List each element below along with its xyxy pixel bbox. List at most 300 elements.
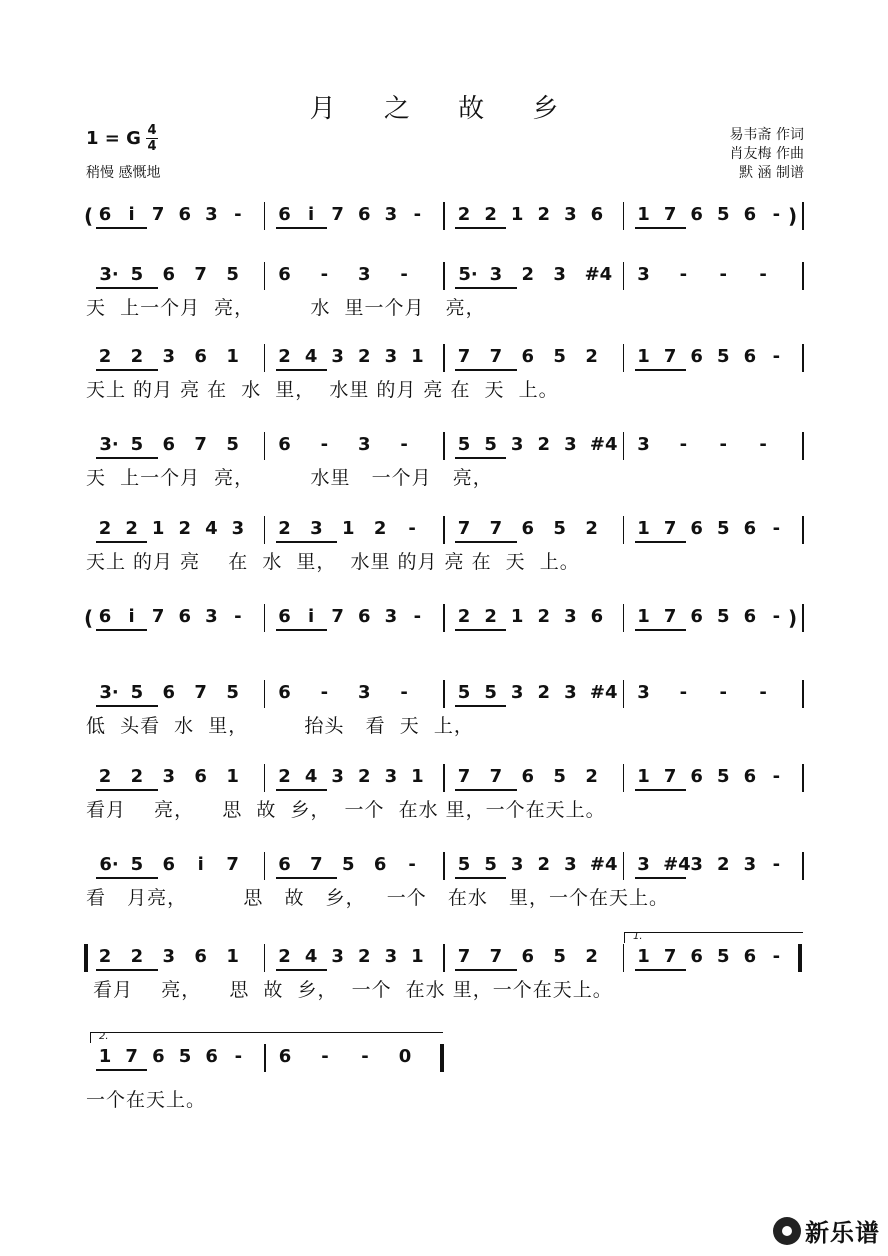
note: 5 [130,264,144,285]
note: 1 [637,518,650,539]
note: 7 [489,518,503,539]
note: 7 [663,518,677,539]
note: 1 [510,204,524,225]
bar-line [623,344,625,372]
note: 6 [521,346,535,367]
note: 3 [510,434,524,455]
note: 3 [384,766,398,787]
note: 2 [373,518,387,539]
note: 3 [384,346,398,367]
staff-row [84,760,808,794]
staff-row [84,258,808,292]
beam-underline [276,789,327,791]
time-signature [146,124,158,153]
note: 6 [178,606,192,627]
logo-text: 新乐谱 [805,1219,880,1247]
note: - [719,682,727,703]
note: 3 [231,518,245,539]
note: 7 [663,346,677,367]
note: 7 [194,264,207,285]
volta-1 [624,932,803,943]
note: 3 [510,682,524,703]
note: 5 [226,682,239,703]
bar-line [264,604,266,632]
note: 7 [663,766,677,787]
note: 6 [98,204,112,225]
note: 6 [162,854,176,875]
note: 1 [342,518,355,539]
note: 1 [637,766,650,787]
note: 7 [331,204,344,225]
note: 3 [205,606,218,627]
note: 3 [510,854,524,875]
staff-row [84,940,808,974]
note: - [772,854,781,875]
note: 1 [226,766,239,787]
note: 7 [457,946,471,967]
note: 3 [357,434,371,455]
note: 0 [398,1046,412,1067]
note: 2 [585,346,598,367]
credits [730,126,804,183]
note: i [307,204,315,225]
bar-line [264,516,266,544]
note: 4 [304,346,318,367]
note: 5 [553,766,566,787]
beam-underline [276,629,327,631]
bar-line [443,344,445,372]
note: 6 [690,346,703,367]
note: 1 [637,946,650,967]
note: 3 [690,854,703,875]
note: 3 [564,682,577,703]
staff-row [84,340,808,374]
note: 3 [162,766,176,787]
note: 7 [310,854,323,875]
note: 3 [564,204,577,225]
note: 1 [226,946,239,967]
beam-underline [455,877,506,879]
note: 3 [564,854,577,875]
note: 6 [278,1046,292,1067]
note: 3 [384,946,398,967]
note: 2 [130,766,144,787]
note: 6 [690,518,703,539]
bar-line [623,432,625,460]
note: - [759,434,767,455]
volta-2-label: 2. [99,1031,109,1042]
note: 4 [304,946,318,967]
lyric-line: 看月 亮， 思 故 乡， 一个 在水 里，一个在天上。 [86,799,606,821]
beam-underline [96,969,158,971]
note: 7 [489,766,503,787]
note: 3 [162,346,176,367]
note: 6 [162,682,176,703]
bar-line-end [802,344,804,372]
note: - [408,518,416,539]
beam-underline [276,227,327,229]
beam-underline [455,369,517,371]
bar-line-end [802,764,804,792]
note: 7 [489,346,503,367]
note: 6 [743,518,757,539]
note: 1 [637,346,650,367]
note: 6 [178,204,192,225]
note: 2 [278,346,291,367]
beam-underline [455,969,517,971]
staff-row [84,600,808,634]
note: 7 [457,518,471,539]
bar-line-end [802,516,804,544]
beam-underline [96,457,158,459]
note: 7 [457,346,471,367]
bar-line [623,202,625,230]
note: 6 [373,854,387,875]
lyricist-credit: 易韦斋 作词 [729,127,804,143]
note: - [321,1046,329,1067]
note: 6 [743,606,757,627]
beam-underline [455,629,506,631]
note: 3 [384,204,398,225]
beam-underline [635,789,686,791]
note: 6 [743,766,757,787]
note: 3 [310,518,323,539]
note: 2 [98,766,112,787]
note: 1 [637,204,650,225]
note: 2 [98,346,112,367]
note: 2 [484,606,497,627]
note: 6 [521,518,535,539]
meter-top: 4 [147,123,157,138]
note: 2 [357,346,371,367]
note: 6 [690,946,703,967]
beam-underline [276,877,338,879]
bar-line [443,764,445,792]
note: 5 [484,434,497,455]
staff-row [84,1040,808,1074]
note: 2 [457,606,471,627]
note: i [128,606,135,627]
note: 3 [331,346,344,367]
note: 2 [537,606,551,627]
note: 7 [151,606,165,627]
note: - [400,434,408,455]
bar-line-end [802,202,804,230]
volta-2 [90,1032,443,1043]
composer-credit: 肖友梅 作曲 [729,146,804,162]
note: 4 [205,518,218,539]
note: 2 [484,204,497,225]
note: 5 [553,518,566,539]
note: 2 [130,946,144,967]
note: 6 [690,606,703,627]
bar-line [443,432,445,460]
note: 5 [130,682,144,703]
note: 7 [663,204,677,225]
note: #4 [589,682,618,703]
bar-line [264,680,266,708]
note: 5 [457,434,471,455]
note: 6 [194,766,207,787]
note: - [759,264,767,285]
note: 6 [357,606,371,627]
note: 6 [278,434,291,455]
bar-line-end [802,432,804,460]
note: - [719,434,727,455]
note: 2 [278,946,291,967]
note: - [772,346,781,367]
beam-underline [96,369,158,371]
beam-underline [276,541,338,543]
note: 5 [226,264,239,285]
note: 3· [99,682,119,703]
note: 2 [585,946,598,967]
bar-line [264,764,266,792]
paren-open: ( [84,606,94,630]
note: 5 [457,854,471,875]
note: 4 [304,766,318,787]
staff-row [84,676,808,710]
note: 2 [278,766,291,787]
staff-row [84,198,808,232]
note: 3 [331,946,344,967]
note: 5 [716,946,730,967]
beam-underline [96,705,158,707]
note: 6 [194,946,207,967]
beam-underline [96,789,158,791]
bar-line-end [802,262,804,290]
bar-line [264,944,266,972]
beam-underline [455,541,517,543]
note: 3 [743,854,757,875]
bar-line [623,764,625,792]
repeat-start-bar [84,944,88,972]
note: 7 [226,854,239,875]
note: 2 [537,434,551,455]
bar-line [623,680,625,708]
note: 7 [194,434,207,455]
note: 7 [331,606,344,627]
lyric-line: 天上 的月 亮 在 水 里， 水里 的月 亮 在 天 上。 [86,551,580,573]
note: 5 [716,518,730,539]
lyric-line: 一个在天上。 [86,1089,207,1111]
note: 1 [637,606,650,627]
note: 5 [553,946,566,967]
bar-line [623,944,625,972]
note: 3 [553,264,566,285]
note: 6 [743,204,757,225]
beam-underline [455,705,506,707]
note: - [679,682,688,703]
note: 6 [205,1046,218,1067]
note: 7 [457,766,471,787]
note: 2 [716,854,730,875]
note: 5 [226,434,239,455]
final-bar [798,944,802,972]
beam-underline [276,969,327,971]
beam-underline [635,227,686,229]
paren-close: ) [788,204,798,228]
note: 2 [130,346,144,367]
note: 3 [637,854,650,875]
note: 5 [716,766,730,787]
score-title: 月 之 故 乡 [309,94,579,124]
note: - [679,434,688,455]
note: 6 [278,204,291,225]
note: 2 [585,518,598,539]
note: 3 [637,434,650,455]
beam-underline [96,1069,147,1071]
note: 2 [357,766,371,787]
staff-row [84,848,808,882]
note: 5 [457,682,471,703]
bar-line [623,852,625,880]
note: 2 [278,518,291,539]
note: 6 [521,946,535,967]
note: 7 [489,946,503,967]
note: 5 [130,854,144,875]
note: 5 [342,854,355,875]
note: - [234,1046,243,1067]
note: 6 [278,682,291,703]
note: - [719,264,727,285]
note: - [679,264,688,285]
note: 6 [278,606,291,627]
bar-line [443,852,445,880]
note: 6 [590,204,604,225]
note: 3· [99,434,119,455]
note: 3 [205,204,218,225]
note: - [320,682,329,703]
lyric-line: 看月 亮， 思 故 乡， 一个 在水 里，一个在天上。 [86,979,613,1001]
bar-line [443,680,445,708]
vinyl-icon [773,1217,801,1245]
staff-row [84,428,808,462]
note: 6 [278,854,291,875]
note: 6 [162,264,176,285]
note: 3 [384,606,398,627]
bar-line [264,344,266,372]
note: 2 [457,204,471,225]
note: i [197,854,204,875]
bar-line [264,262,266,290]
beam-underline [455,287,517,289]
note: 2 [178,518,192,539]
beam-underline [635,877,686,879]
note: 3 [357,682,371,703]
note: - [772,946,781,967]
bar-line [264,852,266,880]
bar-line [623,604,625,632]
note: #4 [589,854,618,875]
note: 3 [357,264,371,285]
note: 1 [226,346,239,367]
note: - [361,1046,369,1067]
note: 2 [521,264,535,285]
note: 7 [663,606,677,627]
note: - [772,518,781,539]
note: 6 [743,346,757,367]
bar-line [264,202,266,230]
note: 3 [564,606,577,627]
note: #4 [584,264,613,285]
note: 6 [590,606,604,627]
note: i [307,606,315,627]
bar-line [264,432,266,460]
note: 6 [152,1046,165,1067]
note: - [320,434,329,455]
note: 6 [357,204,371,225]
note: 5 [553,346,566,367]
note: 3 [489,264,503,285]
note: 3 [637,264,650,285]
beam-underline [635,969,686,971]
note: - [413,606,422,627]
note: 2 [357,946,371,967]
bar-line-end [802,852,804,880]
note: 1 [411,766,424,787]
note: i [128,204,135,225]
lyric-line: 低 头看 水 里， 抬头 看 天 上， [86,715,474,737]
beam-underline [635,541,686,543]
note: 2 [98,518,112,539]
note: 7 [194,682,207,703]
bar-line-end [802,604,804,632]
note: - [772,204,781,225]
lyric-line: 天 上一个月 亮， 水里 一个月 亮， [86,467,493,489]
note: 5 [484,854,497,875]
note: #4 [589,434,618,455]
beam-underline [455,789,517,791]
note: 5 [716,606,730,627]
bar-line [264,1044,266,1072]
beam-underline [96,629,147,631]
note: 3 [331,766,344,787]
note: 3 [637,682,650,703]
note: 2 [537,204,551,225]
paren-close: ) [788,606,798,630]
note: 5 [716,346,730,367]
bar-line [443,262,445,290]
note: 6 [194,346,207,367]
note: 2 [98,946,112,967]
note: 6 [98,606,112,627]
meter-bottom: 4 [147,139,157,154]
beam-underline [455,457,506,459]
note: - [234,606,242,627]
bar-line [623,516,625,544]
note: 7 [151,204,165,225]
tempo-marking: 稍慢 感慨地 [86,165,161,181]
note: - [413,204,422,225]
note: 6 [278,264,291,285]
note: 6 [690,766,703,787]
staff-row [84,512,808,546]
beam-underline [635,369,686,371]
note: 1 [411,346,424,367]
note: - [408,854,416,875]
note: - [759,682,767,703]
note: - [400,682,408,703]
note: - [234,204,242,225]
beam-underline [276,369,327,371]
lyric-line: 天上 的月 亮 在 水 里， 水里 的月 亮 在 天 上。 [86,379,559,401]
bar-line [443,516,445,544]
bar-line [443,604,445,632]
beam-underline [96,541,147,543]
final-bar [440,1044,444,1072]
note: - [772,606,781,627]
